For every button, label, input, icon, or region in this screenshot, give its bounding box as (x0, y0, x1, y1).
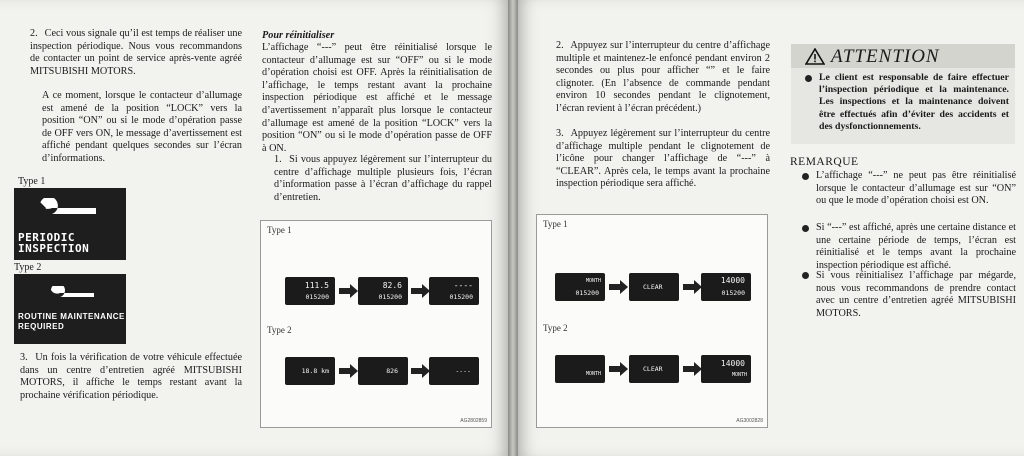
reset-display-figure-left (260, 220, 492, 428)
display-odometer: 015200 (378, 293, 402, 301)
wrench-icon (36, 198, 102, 224)
display-screen (285, 277, 335, 305)
display-screen (555, 273, 605, 301)
display-clear: CLEAR (643, 365, 663, 373)
item-2-number: 2. (30, 28, 38, 39)
display-screen (629, 273, 679, 301)
item-3-text: Un fois la vérification de votre véhicule effectuée dans un centre d’entretien agréé MITSUBISHI MOTORS, il affiche le temps restant avant la prochaine vérification périodique. (20, 352, 243, 401)
display-value: 14000 (720, 359, 745, 368)
attention-text: Le client est responsable de faire effectuer l’inspection périodique et la maintenance. Les inspections et la maintenance doivent être effectués afin d’éviter des accidents et des dysfonctionnements. (819, 72, 1009, 132)
arrow-icon (339, 368, 351, 374)
bullet-icon (802, 173, 809, 180)
month-label: MONTH (585, 371, 601, 377)
arrow-icon (411, 368, 423, 374)
arrow-icon (609, 366, 621, 372)
display-value: 111.5 (304, 281, 329, 290)
type-2-label: Type 2 (14, 262, 42, 273)
display-value: 14000 (720, 276, 745, 285)
right-item-2-number: 2. (556, 40, 564, 51)
display-value: 826 (386, 367, 398, 375)
right-item-2-block (556, 40, 770, 116)
attention-title-bar (791, 44, 1015, 68)
item-2-block (30, 28, 242, 78)
figure-type-2-label: Type 2 (267, 325, 292, 335)
sub-step-1-text: Si vous appuyez légèrement sur l’interrupteur du centre d’affichage multiple plusieurs fois, l’écran d’information passe à l’écran d’affichage du rappel d’entretien. (274, 154, 493, 203)
wrench-icon (48, 286, 98, 304)
figure-type-1-label: Type 1 (267, 225, 292, 235)
display-value: ---- (453, 281, 473, 290)
figure-code: AG2802859 (460, 418, 487, 424)
display-screen (429, 277, 479, 305)
arrow-icon (609, 284, 621, 290)
display-screen (629, 355, 679, 383)
reset-paragraph: L’affichage “---” peut être réinitialisé lorsque le contacteur d’allumage est sur “OFF” ou si le mode d’opération choisi est OFF. Après la réinitialisation de l’affichage, le temps restant avant la prochaine inspection périodique est affiché et le message d’avertissement n’apparaît plus lorsque le contacteur d’allumage est amené de la position “LOCK” vers la position “ON” ou si le mode d’opération passe de OFF à ON. (262, 42, 492, 154)
sub-step-1-block (274, 154, 492, 204)
arrow-icon (683, 284, 695, 290)
display-clear: CLEAR (643, 283, 663, 291)
reset-heading: Pour réinitialiser (262, 30, 335, 41)
attention-box (791, 44, 1015, 144)
sub-step-1-number: 1. (274, 154, 282, 165)
periodic-inspection-text: PERIODIC INSPECTION (18, 231, 90, 255)
routine-maintenance-display (14, 274, 126, 344)
display-screen (358, 357, 408, 385)
display-value: 18.8 km (301, 367, 329, 375)
arrow-icon (339, 288, 351, 294)
right-item-2-text: Appuyez sur l’interrupteur du centre d’affichage multiple et maintenez-le enfoncé pendant environ 2 secondes ou plus pour afficher “” et le faire clignoter. (En l’absence de commande pendant environ 10 secondes pendant le clignotement, l’écran revient à l’écran précédent.) (556, 40, 770, 114)
bullet-icon (802, 225, 809, 232)
remark-3: Si vous réinitialisez l’affichage par mégarde, nous vous recommandons de prendre contact avec un centre d’entretien agréé MITSUBISHI MOTORS. (816, 270, 1016, 319)
remark-2: Si “---” est affiché, après une certaine distance et une certaine période de temps, l’écran est réinitialisé et le temps avant la prochaine inspection périodique est affiché. (816, 222, 1016, 271)
warning-triangle-icon (805, 48, 825, 65)
attention-title: ATTENTION (831, 46, 940, 67)
month-label: MONTH (731, 372, 747, 378)
arrow-icon (411, 288, 423, 294)
type-1-label: Type 1 (18, 176, 46, 187)
display-screen (555, 355, 605, 383)
display-value: ---- (455, 367, 471, 375)
display-odometer: 015200 (721, 289, 745, 297)
display-screen (285, 357, 335, 385)
display-screen (429, 357, 479, 385)
reset-display-figure-right (536, 214, 768, 428)
item-3-block (20, 352, 242, 402)
display-value: 82.6 (382, 281, 402, 290)
right-item-3-block (556, 128, 770, 191)
month-label: MONTH (585, 278, 601, 284)
bullet-icon (805, 75, 812, 82)
routine-maintenance-text: ROUTINE MAINTENANCE REQUIRED (18, 312, 125, 331)
display-screen (701, 355, 751, 383)
right-item-3-number: 3. (556, 128, 564, 139)
arrow-icon (683, 366, 695, 372)
right-item-3-text: Appuyez légèrement sur l’interrupteur du centre d’affichage multiple pendant le clignotement de l’icône pour changer l’affichage de “---” à “CLEAR”. Après cela, le temps avant la prochaine inspection périodique sera affiché. (556, 128, 771, 190)
periodic-inspection-display (14, 188, 126, 260)
item-2-text: Ceci vous signale qu’il est temps de réaliser une inspection périodique. Nous vous recommandons de contacter un point de service après-vente agréé MITSUBISHI MOTORS. (30, 28, 242, 77)
bullet-icon (802, 272, 809, 279)
display-screen (701, 273, 751, 301)
item-3-number: 3. (20, 352, 28, 363)
figure-code: AG3002828 (736, 418, 763, 424)
figure-type-2-label: Type 2 (543, 323, 568, 333)
display-screen (358, 277, 408, 305)
remarque-heading: REMARQUE (790, 156, 859, 168)
warning-message-paragraph: A ce moment, lorsque le contacteur d’allumage est amené de la position “LOCK” vers la position “ON” ou si le mode d’opération passe de OFF vers ON, le message d’avertissement est affiché pendant quelques secondes sur l’écran d’informations. (42, 90, 242, 164)
book-gutter (508, 0, 518, 456)
display-odometer: 015200 (575, 289, 599, 297)
display-odometer: 015200 (305, 293, 329, 301)
remark-1: L’affichage “---” ne peut pas être réinitialisé lorsque le contacteur d’allumage est sur “ON” ou que le mode d’opération choisi est ON. (816, 170, 1016, 207)
figure-type-1-label: Type 1 (543, 219, 568, 229)
display-odometer: 015200 (449, 293, 473, 301)
